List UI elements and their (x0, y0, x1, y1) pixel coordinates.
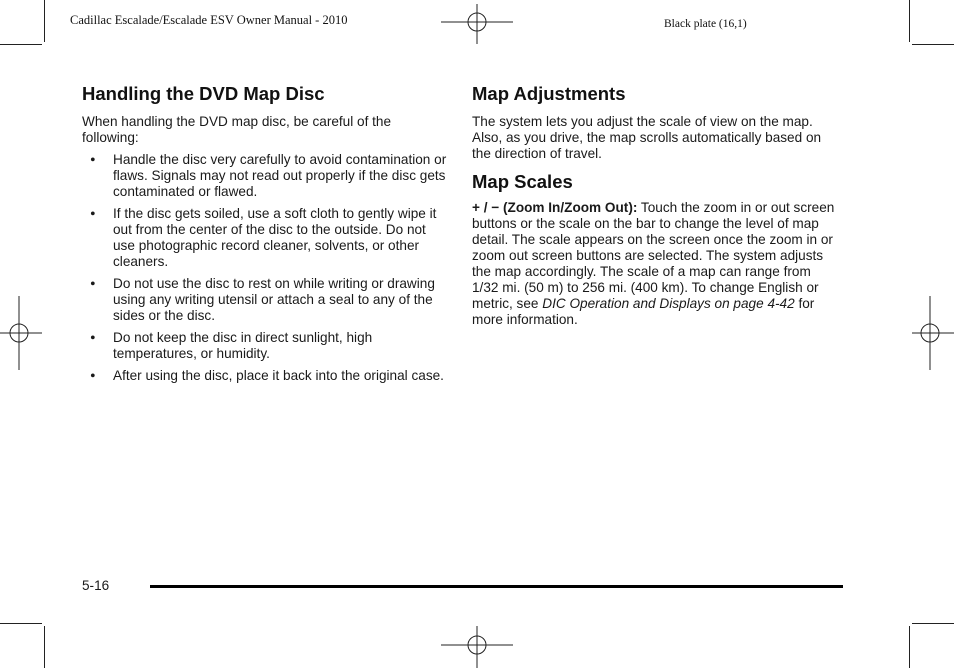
list-item (82, 330, 450, 362)
bullet-icon: • (90, 206, 96, 223)
intro-paragraph: When handling the DVD map disc, be careful of the following: (82, 114, 392, 145)
list-item (82, 276, 450, 324)
plate-label: Black plate (16,1) (664, 18, 747, 30)
list-item (82, 368, 450, 384)
list-item (82, 206, 450, 270)
dic-operation-link[interactable]: DIC Operation and Displays on page 4-42 (542, 296, 795, 311)
left-column (82, 83, 450, 384)
list-item-text: If the disc gets soiled, use a soft cloth to gently wipe it out from the center of the disc to the outside. Do not use photographic record cleaner, solvents, or other cleaners. (113, 206, 437, 269)
bullet-icon: • (90, 152, 96, 169)
registration-mark-right (912, 296, 954, 370)
list-item-text: After using the disc, place it back into the original case. (113, 368, 444, 383)
crop-mark-top-left-v (44, 0, 45, 42)
footer-rule (150, 585, 843, 588)
section-heading-dvd-map-disc: Handling the DVD Map Disc (82, 83, 325, 104)
bullet-icon: • (90, 276, 96, 293)
section-heading-map-adjustments: Map Adjustments (472, 83, 626, 104)
crop-mark-top-right-v (909, 0, 910, 42)
registration-mark-bottom (441, 626, 513, 668)
registration-mark-top (441, 4, 513, 44)
right-column (472, 83, 836, 328)
list-item-text: Handle the disc very carefully to avoid contamination or flaws. Signals may not read out properly if the disc gets contaminated or flawed. (113, 152, 447, 199)
bullet-icon: • (90, 368, 96, 385)
manual-title: Cadillac Escalade/Escalade ESV Owner Manual - 2010 (70, 13, 348, 27)
crop-mark-top-right-h (912, 44, 954, 45)
handling-bullet-list (82, 152, 450, 384)
crop-mark-top-left-h (0, 44, 42, 45)
map-scales-tail: for more information. (472, 296, 815, 327)
crop-mark-bottom-left-v (44, 626, 45, 668)
map-scales-text: Touch the zoom in or out screen buttons or the scale on the bar to change the level of map detail. The scale appears on the screen once the zoom in or zoom out screen buttons are selected. The system adjusts the map accordingly. The scale of a map can range from 1/32 mi. (50 m) to 256 mi. (400 km). To change English or metric, see (472, 200, 835, 311)
list-item-text: Do not keep the disc in direct sunlight, high temperatures, or humidity. (113, 330, 373, 361)
crop-mark-bottom-right-v (909, 626, 910, 668)
zoom-term: + / − (Zoom In/Zoom Out): (472, 200, 638, 215)
bullet-icon: • (90, 330, 96, 347)
registration-mark-left (0, 296, 42, 370)
section-heading-map-scales: Map Scales (472, 171, 573, 192)
map-scales-paragraph (472, 200, 836, 328)
crop-mark-bottom-right-h (912, 623, 954, 624)
crop-mark-bottom-left-h (0, 623, 42, 624)
list-item (82, 152, 450, 200)
list-item-text: Do not use the disc to rest on while writing or drawing using any writing utensil or attach a seal to any of the sides or the disc. (113, 276, 435, 323)
page-number: 5-16 (82, 578, 110, 593)
map-adjustments-paragraph: The system lets you adjust the scale of view on the map. Also, as you drive, the map scrolls automatically based on the direction of travel. (472, 114, 822, 161)
